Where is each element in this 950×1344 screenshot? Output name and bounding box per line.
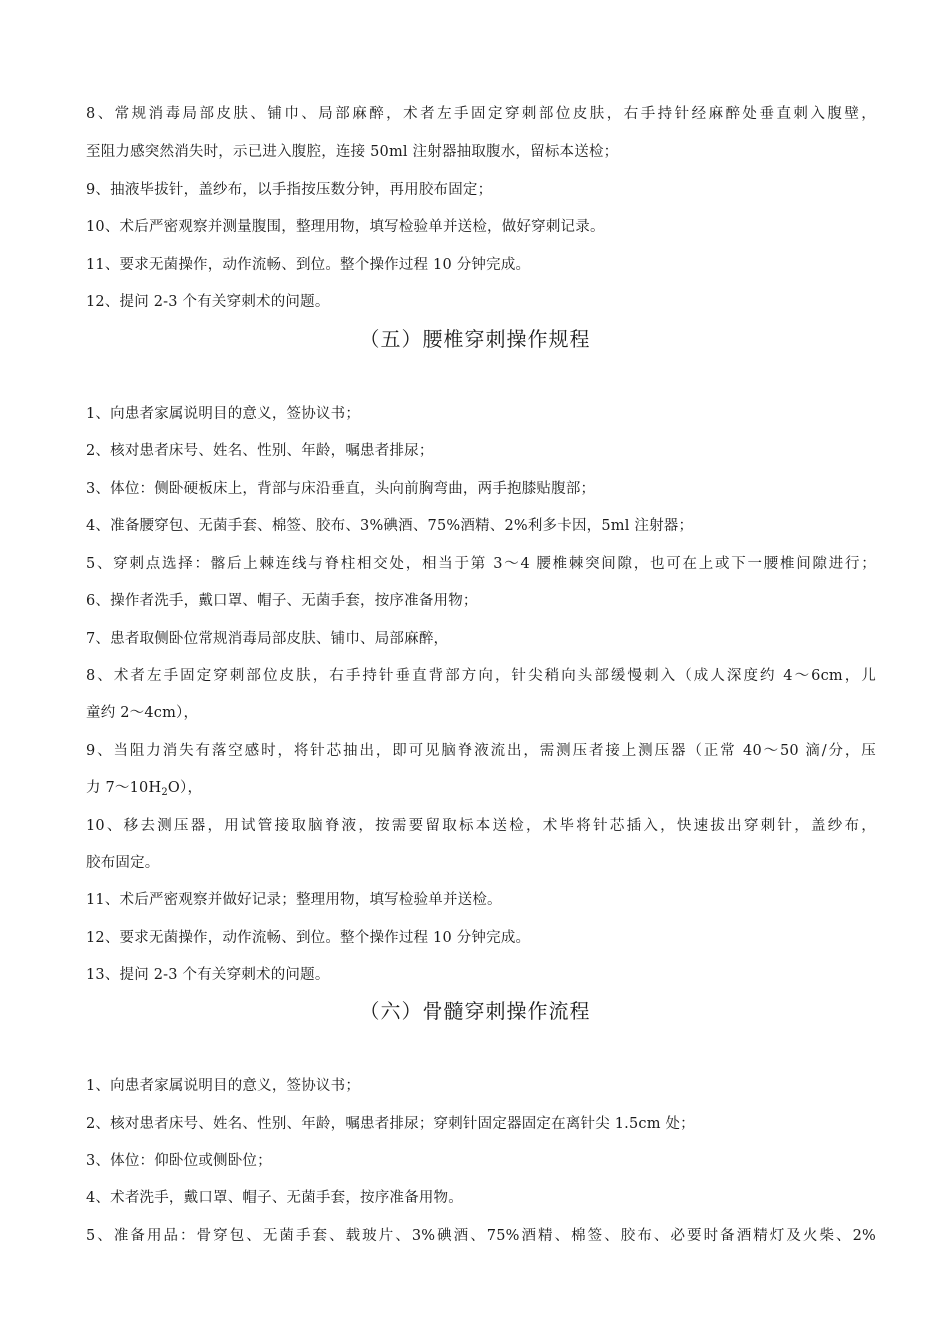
step-8-line-2: 至阻力感突然消失时，示已进入腹腔，连接 50ml 注射器抽取腹水，留标本送检； bbox=[86, 144, 619, 160]
lp-step-9-line-1: 9、当阻力消失有落空感时，将针芯抽出，即可见脑脊液流出，需测压者接上测压器（正常 40～50 滴/分，压 bbox=[86, 743, 876, 759]
bm-step-2: 2、核对患者床号、姓名、性别、年龄，嘱患者排尿；穿刺针固定器固定在离针尖 1.5cm 处； bbox=[86, 1116, 695, 1132]
lp-step-1: 1、向患者家属说明目的意义，签协议书； bbox=[86, 406, 361, 422]
lp-step-9-pressure-text: 力 7～10H bbox=[86, 780, 162, 796]
section-title-lumbar-puncture: （五）腰椎穿刺操作规程 bbox=[359, 327, 591, 351]
lp-step-8-line-2: 童约 2～4cm）， bbox=[86, 705, 199, 721]
lp-step-10-line-1: 10、移去测压器，用试管接取脑脊液，按需要留取标本送检，术毕将针芯插入，快速拔出穿刺针，盖纱布， bbox=[86, 818, 876, 834]
bm-step-5-line-1: 5、准备用品：骨穿包、无菌手套、载玻片、3%碘酒、75%酒精、棉签、胶布、必要时备酒精灯及火柴、2% bbox=[86, 1228, 876, 1244]
lp-step-9-subscript: 2 bbox=[161, 787, 168, 798]
lp-step-9-line-2 bbox=[86, 778, 876, 798]
lp-step-5: 5、穿刺点选择：髂后上棘连线与脊柱相交处，相当于第 3～4 腰椎棘突间隙，也可在上或下一腰椎间隙进行； bbox=[86, 556, 876, 572]
lp-step-3: 3、体位：侧卧硬板床上，背部与床沿垂直，头向前胸弯曲，两手抱膝贴腹部； bbox=[86, 481, 596, 497]
lp-step-11: 11、术后严密观察并做好记录；整理用物，填写检验单并送检。 bbox=[86, 892, 502, 908]
step-12: 12、提问 2-3 个有关穿刺术的问题。 bbox=[86, 294, 330, 310]
step-10: 10、术后严密观察并测量腹围，整理用物，填写检验单并送检，做好穿刺记录。 bbox=[86, 219, 605, 235]
step-8-line-1: 8、常规消毒局部皮肤、铺巾、局部麻醉，术者左手固定穿刺部位皮肤，右手持针经麻醉处垂直刺入腹壁， bbox=[86, 106, 876, 122]
lp-step-6: 6、操作者洗手，戴口罩、帽子、无菌手套，按序准备用物； bbox=[86, 593, 478, 609]
section-title-bone-marrow-puncture: （六）骨髓穿刺操作流程 bbox=[359, 999, 591, 1023]
bm-step-4: 4、术者洗手，戴口罩、帽子、无菌手套，按序准备用物。 bbox=[86, 1190, 463, 1206]
bm-step-3: 3、体位：仰卧位或侧卧位； bbox=[86, 1153, 272, 1169]
lp-step-10-line-2: 胶布固定。 bbox=[86, 855, 160, 871]
lp-step-4: 4、准备腰穿包、无菌手套、棉签、胶布、3%碘酒、75%酒精、2%利多卡因，5ml 注射器； bbox=[86, 518, 694, 534]
lp-step-7: 7、患者取侧卧位常规消毒局部皮肤、铺巾、局部麻醉， bbox=[86, 631, 449, 647]
lp-step-8-line-1: 8、术者左手固定穿刺部位皮肤，右手持针垂直背部方向，针尖稍向头部缓慢刺入（成人深度约 4～6cm，儿 bbox=[86, 668, 876, 684]
lp-step-13: 13、提问 2-3 个有关穿刺术的问题。 bbox=[86, 967, 330, 983]
lp-step-2: 2、核对患者床号、姓名、性别、年龄，嘱患者排尿； bbox=[86, 443, 434, 459]
step-11: 11、要求无菌操作，动作流畅、到位。整个操作过程 10 分钟完成。 bbox=[86, 257, 531, 273]
lp-step-9-pressure-tail: O）， bbox=[167, 780, 203, 796]
step-9: 9、抽液毕拔针，盖纱布，以手指按压数分钟，再用胶布固定； bbox=[86, 182, 493, 198]
lp-step-12: 12、要求无菌操作，动作流畅、到位。整个操作过程 10 分钟完成。 bbox=[86, 930, 531, 946]
bm-step-1: 1、向患者家属说明目的意义，签协议书； bbox=[86, 1078, 361, 1094]
